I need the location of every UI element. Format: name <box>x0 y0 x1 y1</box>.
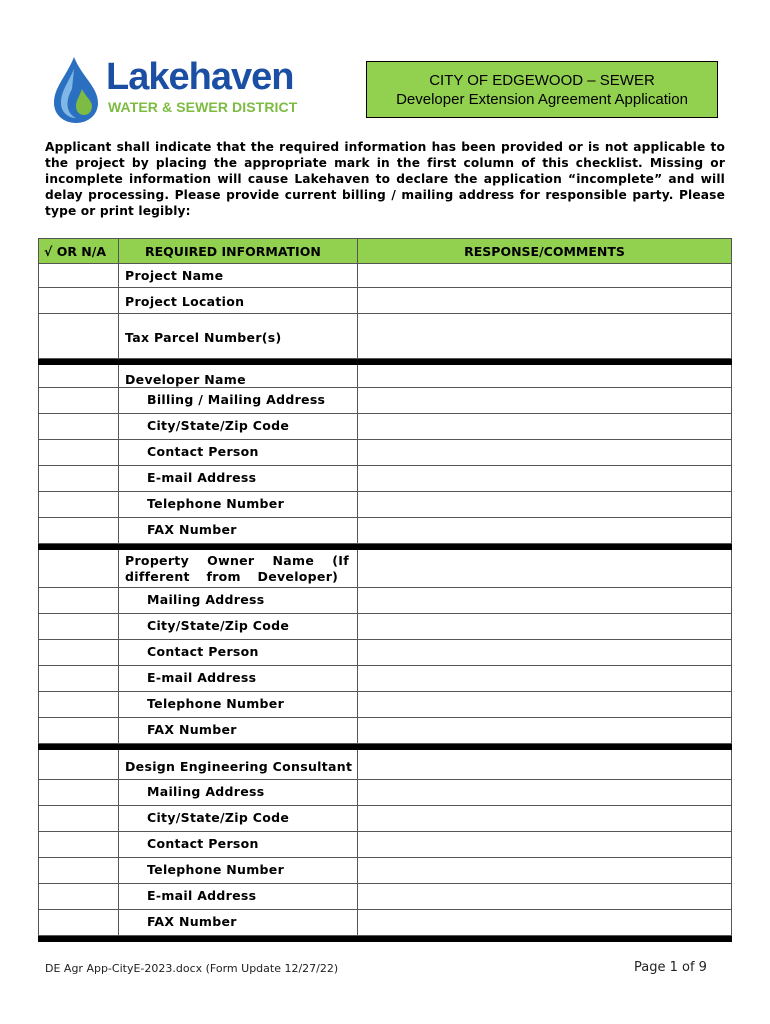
field-label: Telephone Number <box>147 862 285 877</box>
check-cell[interactable] <box>39 640 119 666</box>
document-filename: DE Agr App-CityE-2023.docx (Form Update 12/27/22) <box>45 962 339 975</box>
checklist-table <box>38 238 732 942</box>
check-cell[interactable] <box>39 440 119 466</box>
check-cell[interactable] <box>39 588 119 614</box>
response-cell[interactable] <box>358 692 732 718</box>
table-row <box>39 264 732 288</box>
table-row <box>39 640 732 666</box>
check-cell[interactable] <box>39 550 119 588</box>
page-number: Page 1 of 9 <box>634 960 707 975</box>
table-row <box>39 588 732 614</box>
check-cell[interactable] <box>39 692 119 718</box>
response-cell[interactable] <box>358 550 732 588</box>
check-cell[interactable] <box>39 518 119 544</box>
table-row <box>39 550 732 588</box>
table-row <box>39 466 732 492</box>
field-label: Design Engineering Consultant <box>125 759 353 774</box>
table-row <box>39 910 732 936</box>
response-cell[interactable] <box>358 750 732 780</box>
title-line-1: CITY OF EDGEWOOD – SEWER <box>429 71 655 89</box>
header-check: √ OR N/A <box>39 239 119 264</box>
field-label: FAX Number <box>147 722 237 737</box>
response-cell[interactable] <box>358 780 732 806</box>
table-row <box>39 365 732 388</box>
field-label: FAX Number <box>147 522 237 537</box>
table-row <box>39 518 732 544</box>
response-cell[interactable] <box>358 288 732 314</box>
form-title-box <box>366 61 718 118</box>
table-row <box>39 288 732 314</box>
field-label: Mailing Address <box>147 592 265 607</box>
field-label: E-mail Address <box>147 670 257 685</box>
instructions-paragraph: Applicant shall indicate that the required information has been provided or is not applicable to the project by placing the appropriate mark in the first column of this checklist. Missing or incomplete information will cause Lakehaven to declare the application “incomplete” and will delay processing. Please provide current billing / mailing address for responsible party. Please type or print legibly: <box>45 140 725 218</box>
check-cell[interactable] <box>39 314 119 359</box>
response-cell[interactable] <box>358 858 732 884</box>
response-cell[interactable] <box>358 440 732 466</box>
field-label: Tax Parcel Number(s) <box>125 330 282 345</box>
water-drop-icon <box>52 55 104 125</box>
check-cell[interactable] <box>39 614 119 640</box>
header-required-info: REQUIRED INFORMATION <box>119 239 358 264</box>
response-cell[interactable] <box>358 614 732 640</box>
response-cell[interactable] <box>358 640 732 666</box>
field-label: City/State/Zip Code <box>147 810 290 825</box>
response-cell[interactable] <box>358 884 732 910</box>
check-cell[interactable] <box>39 388 119 414</box>
response-cell[interactable] <box>358 264 732 288</box>
logo-name: Lakehaven <box>106 56 294 98</box>
field-label: Contact Person <box>147 444 259 459</box>
table-row <box>39 858 732 884</box>
response-cell[interactable] <box>358 388 732 414</box>
table-row <box>39 692 732 718</box>
field-label: FAX Number <box>147 914 237 929</box>
check-cell[interactable] <box>39 858 119 884</box>
field-label: Contact Person <box>147 644 259 659</box>
table-row <box>39 314 732 359</box>
check-cell[interactable] <box>39 365 119 388</box>
check-cell[interactable] <box>39 718 119 744</box>
field-label: Contact Person <box>147 836 259 851</box>
table-row <box>39 666 732 692</box>
response-cell[interactable] <box>358 588 732 614</box>
table-row <box>39 414 732 440</box>
response-cell[interactable] <box>358 492 732 518</box>
title-line-2: Developer Extension Agreement Application <box>396 90 688 108</box>
field-label: Project Location <box>125 294 245 309</box>
response-cell[interactable] <box>358 910 732 936</box>
table-header-row <box>39 239 732 264</box>
table-row <box>39 780 732 806</box>
field-label: Billing / Mailing Address <box>147 392 326 407</box>
response-cell[interactable] <box>358 832 732 858</box>
logo-subtitle: WATER & SEWER DISTRICT <box>108 99 298 115</box>
field-label: Mailing Address <box>147 784 265 799</box>
check-cell[interactable] <box>39 832 119 858</box>
response-cell[interactable] <box>358 466 732 492</box>
lakehaven-logo <box>52 55 298 125</box>
field-label: City/State/Zip Code <box>147 418 290 433</box>
table-row <box>39 884 732 910</box>
field-label: City/State/Zip Code <box>147 618 290 633</box>
table-row <box>39 750 732 780</box>
response-cell[interactable] <box>358 806 732 832</box>
table-row <box>39 492 732 518</box>
check-cell[interactable] <box>39 492 119 518</box>
field-label: Property Owner Name (If different from Developer) <box>125 553 349 584</box>
check-cell[interactable] <box>39 750 119 780</box>
field-label: E-mail Address <box>147 888 257 903</box>
response-cell[interactable] <box>358 414 732 440</box>
check-cell[interactable] <box>39 666 119 692</box>
field-label: Telephone Number <box>147 496 285 511</box>
check-cell[interactable] <box>39 414 119 440</box>
table-row <box>39 440 732 466</box>
response-cell[interactable] <box>358 518 732 544</box>
table-row <box>39 388 732 414</box>
field-label: Developer Name <box>125 372 246 387</box>
response-cell[interactable] <box>358 365 732 388</box>
check-cell[interactable] <box>39 910 119 936</box>
response-cell[interactable] <box>358 314 732 359</box>
check-cell[interactable] <box>39 780 119 806</box>
table-row <box>39 614 732 640</box>
table-row <box>39 718 732 744</box>
table-row <box>39 806 732 832</box>
table-row <box>39 832 732 858</box>
check-cell[interactable] <box>39 806 119 832</box>
check-cell[interactable] <box>39 288 119 314</box>
section-divider <box>39 936 732 942</box>
response-cell[interactable] <box>358 666 732 692</box>
header-response: RESPONSE/COMMENTS <box>358 239 732 264</box>
check-cell[interactable] <box>39 466 119 492</box>
response-cell[interactable] <box>358 718 732 744</box>
field-label: Project Name <box>125 268 224 283</box>
field-label: Telephone Number <box>147 696 285 711</box>
field-label: E-mail Address <box>147 470 257 485</box>
check-cell[interactable] <box>39 884 119 910</box>
check-cell[interactable] <box>39 264 119 288</box>
